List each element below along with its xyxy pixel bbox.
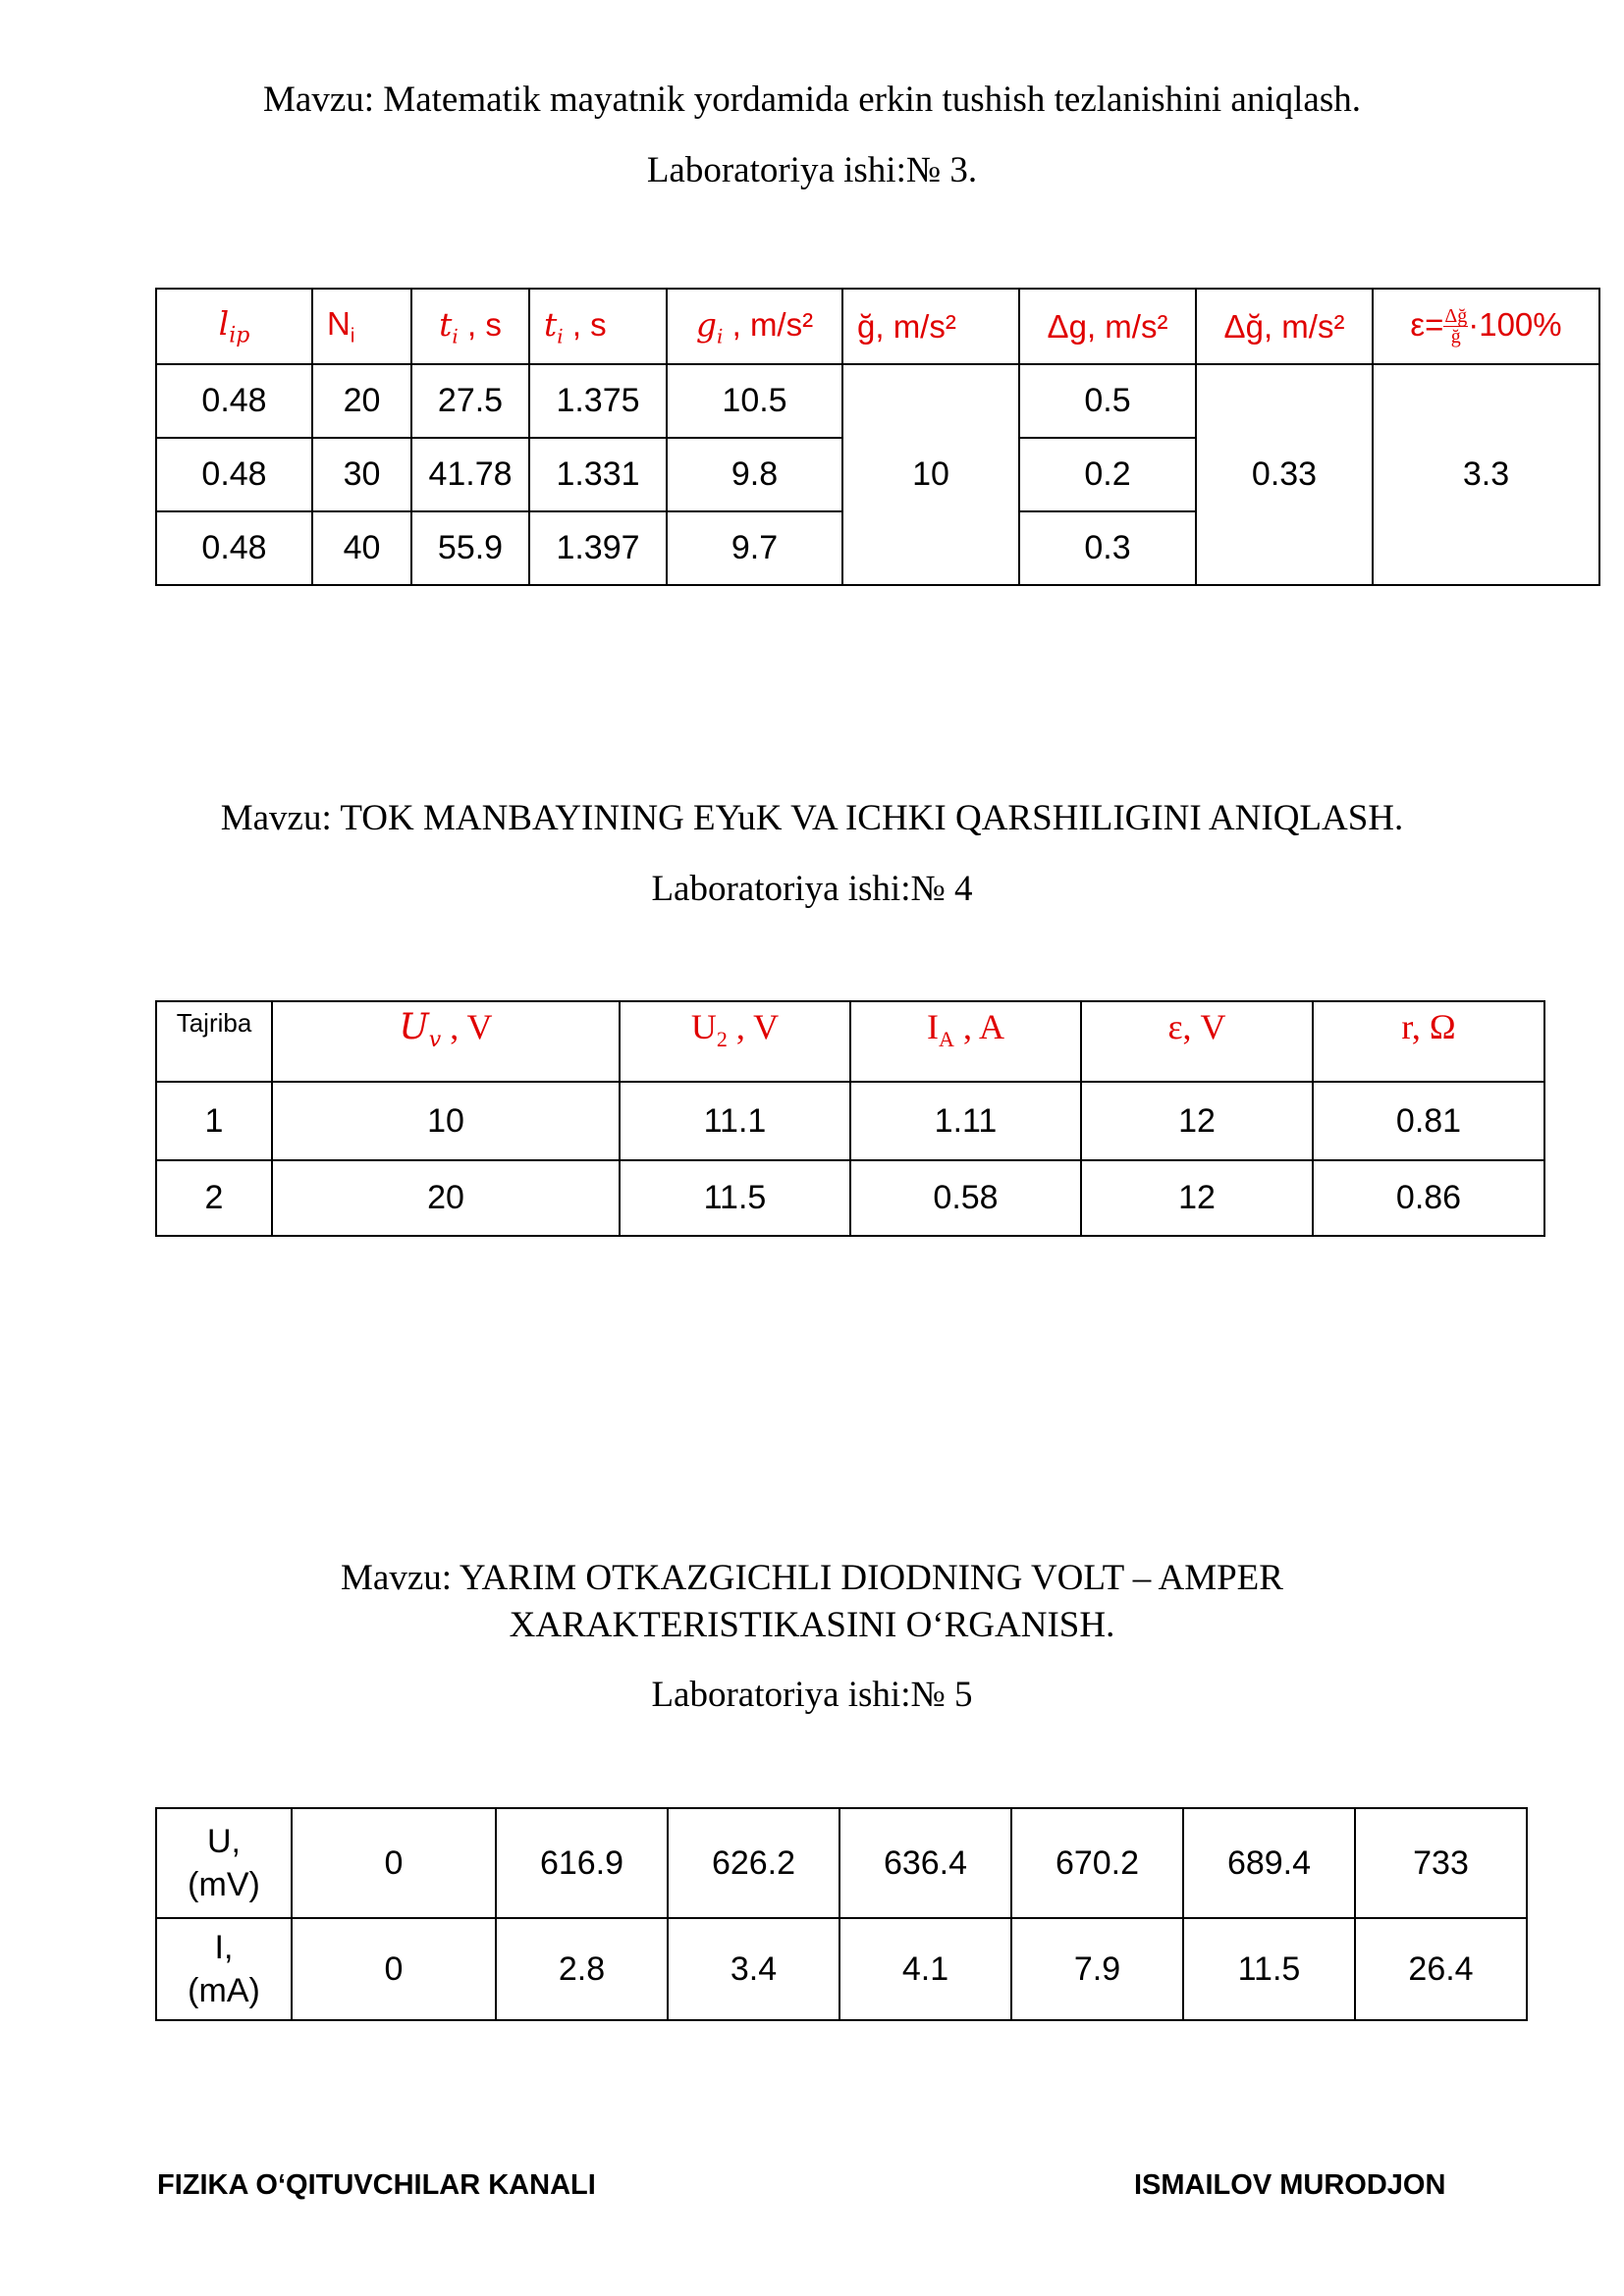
cell-current: 7.9 <box>1011 1918 1183 2020</box>
cell-voltage: 626.2 <box>668 1808 839 1918</box>
cell-current: 2.8 <box>496 1918 668 2020</box>
lab5-current-row <box>156 1918 1527 2020</box>
lab5-topic-line2: XARAKTERISTIKASINI O‘RGANISH. <box>509 1605 1115 1645</box>
header-voltmeter: $U_v$ , V <box>272 1001 620 1082</box>
cell-g: 9.8 <box>667 438 842 511</box>
header-delta-g: Δg, m/s² <box>1019 289 1196 364</box>
table-row <box>156 1160 1544 1236</box>
header-relative-error: ε= $\frac{\Delta ğ}{ğ}$ ·100% <box>1373 289 1599 364</box>
cell-voltage: 689.4 <box>1183 1808 1355 1918</box>
lab4-topic: Mavzu: TOK MANBAYINING EYuK VA ICHKI QARSHILIGINI ANIQLASH. <box>220 798 1404 838</box>
cell-voltmeter: 10 <box>272 1082 620 1160</box>
label-voltage: U, (mV) <box>156 1808 292 1918</box>
header-length: $l_{ip}$ <box>156 289 312 364</box>
lab5-topic-line1: Mavzu: YARIM OTKAZGICHLI DIODNING VOLT – AMPER <box>341 1558 1283 1598</box>
header-g-mean: ğ, m/s² <box>842 289 1019 364</box>
lab3-topic: Mavzu: Matematik mayatnik yordamida erkin tushish tezlanishini aniqlash. <box>263 80 1361 120</box>
header-current: $I_A$ , A <box>850 1001 1081 1082</box>
cell-n: 30 <box>312 438 411 511</box>
cell-current: 1.11 <box>850 1082 1081 1160</box>
cell-time: 41.78 <box>411 438 529 511</box>
header-time-total: $t_i$ , s <box>411 289 529 364</box>
lab3-table <box>155 288 1600 586</box>
cell-voltage: 636.4 <box>839 1808 1011 1918</box>
header-delta-g-mean: Δğ, m/s² <box>1196 289 1373 364</box>
cell-delta-g: 0.5 <box>1019 364 1196 438</box>
cell-resistance: 0.81 <box>1313 1082 1544 1160</box>
cell-voltage-2: 11.1 <box>620 1082 850 1160</box>
cell-voltage: 670.2 <box>1011 1808 1183 1918</box>
cell-period: 1.375 <box>529 364 667 438</box>
cell-emf: 12 <box>1081 1160 1313 1236</box>
cell-current: 3.4 <box>668 1918 839 2020</box>
cell-time: 27.5 <box>411 364 529 438</box>
cell-n: 40 <box>312 511 411 585</box>
cell-experiment: 2 <box>156 1160 272 1236</box>
cell-current: 26.4 <box>1355 1918 1527 2020</box>
lab5-number: Laboratoriya ishi:№ 5 <box>651 1675 973 1715</box>
cell-delta-g-mean: 0.33 <box>1196 364 1373 585</box>
footer-author: ISMAILOV MURODJON <box>1134 2169 1446 2201</box>
lab4-header-row <box>156 1001 1544 1082</box>
header-oscillations: $N_i$ <box>312 289 411 364</box>
cell-period: 1.397 <box>529 511 667 585</box>
cell-voltage: 733 <box>1355 1808 1527 1918</box>
table-row <box>156 364 1599 438</box>
lab5-voltage-row <box>156 1808 1527 1918</box>
cell-voltmeter: 20 <box>272 1160 620 1236</box>
cell-g-mean: 10 <box>842 364 1019 585</box>
cell-resistance: 0.86 <box>1313 1160 1544 1236</box>
header-experiment: Tajriba <box>156 1001 272 1082</box>
cell-relative-error: 3.3 <box>1373 364 1599 585</box>
cell-delta-g: 0.3 <box>1019 511 1196 585</box>
cell-voltage-2: 11.5 <box>620 1160 850 1236</box>
cell-period: 1.331 <box>529 438 667 511</box>
header-emf: ε, V <box>1081 1001 1313 1082</box>
lab4-table <box>155 1000 1545 1237</box>
lab4-number: Laboratoriya ishi:№ 4 <box>651 869 973 909</box>
cell-current: 0 <box>292 1918 496 2020</box>
lab3-number: Laboratoriya ishi:№ 3. <box>646 150 978 190</box>
cell-length: 0.48 <box>156 364 312 438</box>
cell-voltage: 616.9 <box>496 1808 668 1918</box>
cell-voltage: 0 <box>292 1808 496 1918</box>
cell-length: 0.48 <box>156 438 312 511</box>
table-row <box>156 1082 1544 1160</box>
header-voltage-2: $U_2$ , V <box>620 1001 850 1082</box>
cell-current: 11.5 <box>1183 1918 1355 2020</box>
lab3-header-row <box>156 289 1599 364</box>
cell-g: 10.5 <box>667 364 842 438</box>
lab5-table <box>155 1807 1528 2021</box>
footer-channel: FIZIKA O‘QITUVCHILAR KANALI <box>157 2169 596 2201</box>
cell-emf: 12 <box>1081 1082 1313 1160</box>
cell-g: 9.7 <box>667 511 842 585</box>
cell-experiment: 1 <box>156 1082 272 1160</box>
cell-current: 4.1 <box>839 1918 1011 2020</box>
header-period: $t_i$ , s <box>529 289 667 364</box>
cell-time: 55.9 <box>411 511 529 585</box>
cell-n: 20 <box>312 364 411 438</box>
label-current: I, (mA) <box>156 1918 292 2020</box>
cell-length: 0.48 <box>156 511 312 585</box>
header-g: $g_i$ , m/s² <box>667 289 842 364</box>
cell-current: 0.58 <box>850 1160 1081 1236</box>
cell-delta-g: 0.2 <box>1019 438 1196 511</box>
header-resistance: r, Ω <box>1313 1001 1544 1082</box>
